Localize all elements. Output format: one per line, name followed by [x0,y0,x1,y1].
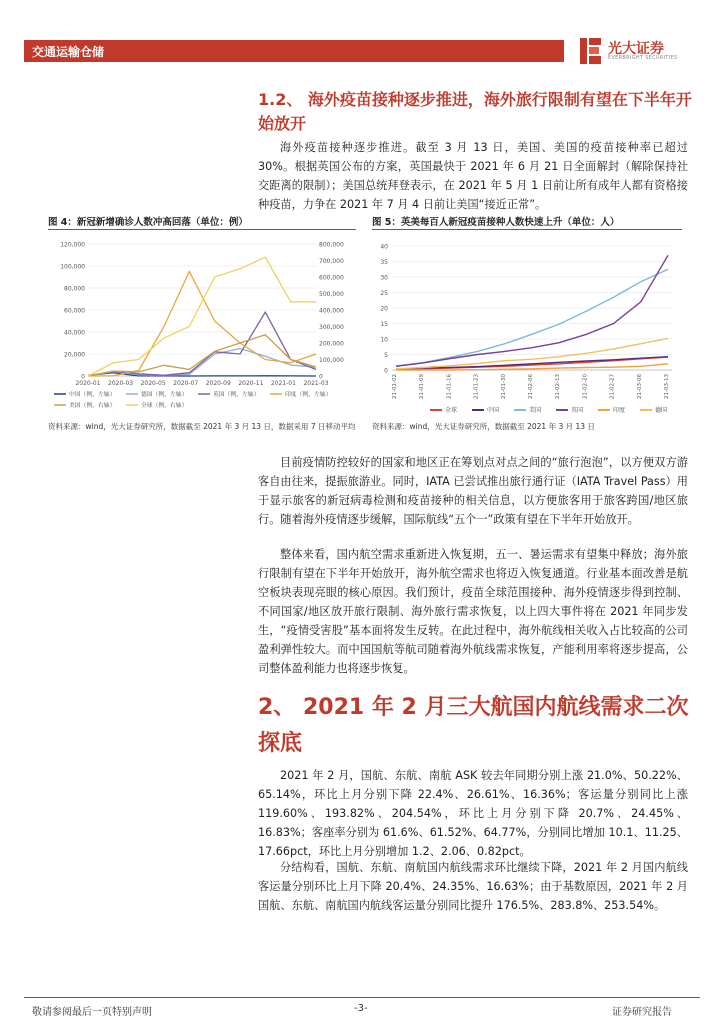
y-right-tick-label: 0 [319,373,323,381]
x-tick-label: 21-01-02 [392,374,398,399]
paragraph-outlook: 整体来看，国内航空需求重新进入恢复期，五一、暑运需求有望集中释放；海外旅行限制有望在下半年开始放开，海外航空需求也将迈入恢复通道。行业基本面改善是航空板块表现亮眼的核心原因。我们预计，疫苗全球范围接种、海外疫情逐步得到控制、不同国家/地区放开旅行限制、海外旅行需求恢复，以上四大事件将在 2021 年同步发生，“疫情受害股”基本面将发生反转。在此过程中，海外航线相关收入占比较高的公司盈利弹性较大。而中国国航等航司随着海外航线需求恢复，产能利用率将逐步提高，公司整体盈利能力也将逐步恢复。 [258,548,688,675]
footer-rule [24,997,700,998]
logo-text: 光大证券 [608,41,664,57]
figure4-chart [48,234,358,420]
x-tick-label: 2020-11 [238,380,264,387]
legend-label: 全球（例，右轴） [141,403,188,410]
y-left-tick-label: 60,000 [64,307,85,315]
legend-label: 美国 [529,407,542,415]
series-line [396,269,668,366]
y-left-tick-label: 100,000 [60,263,85,271]
x-tick-label: 2020-01 [75,380,101,387]
y-tick-label: 15 [380,321,388,328]
figure5-rule [372,229,682,230]
legend-label: 德国（例，左轴） [141,392,188,399]
y-left-tick-label: 40,000 [64,329,85,337]
x-tick-label: 21-02-06 [528,374,534,399]
y-left-tick-label: 20,000 [64,351,85,359]
x-tick-label: 2021-01 [270,380,296,387]
section-heading-1-2: 1.2、 海外疫苗接种逐步推进，海外旅行限制有望在下半年开始放开 [258,90,692,133]
x-tick-label: 2021-03 [303,380,329,387]
footer-report-type: 证券研究报告 [612,1007,672,1018]
y-tick-label: 10 [380,336,388,344]
page-number: -3- [354,1003,368,1014]
y-right-tick-label: 500,000 [319,291,344,298]
y-right-tick-label: 100,000 [319,357,344,364]
legend-label: 英国 [571,407,584,415]
x-tick-label: 21-02-27 [609,374,616,399]
figure4-rule [48,229,356,230]
y-tick-label: 20 [380,305,388,313]
y-right-tick-label: 600,000 [319,274,344,282]
y-right-tick-label: 400,000 [319,307,344,315]
y-right-tick-label: 300,000 [319,324,344,331]
legend-label: 中国 [487,407,500,415]
figure5-chart [372,234,682,420]
figure4-title: 图 4：新冠新增确诊人数冲高回落（单位：例） [48,217,248,228]
figure5-title: 图 5：英美每百人新冠疫苗接种人数快速上升（单位：人） [372,217,620,228]
header-bar [24,40,564,62]
x-tick-label: 21-02-13 [555,374,562,399]
series-line [88,312,316,376]
y-right-tick-label: 800,000 [319,241,344,249]
x-tick-label: 2020-09 [205,380,231,387]
y-tick-label: 0 [384,367,388,375]
x-tick-label: 2020-07 [173,380,199,387]
x-tick-label: 21-03-06 [636,374,643,399]
series-line [88,335,316,376]
x-tick-label: 21-02-20 [582,374,589,399]
company-logo [578,36,708,66]
y-right-tick-label: 700,000 [319,258,344,265]
logo-subtext: EVERBRIGHT SECURITIES [608,55,678,61]
y-left-tick-label: 0 [81,373,85,381]
paragraph-ask-data: 2021 年 2 月，国航、东航、南航 ASK 较去年同期分别上涨 21.0%、50.22%、65.14%，环比上月分别下降 22.4%、26.61%、16.36%；客运量分别同比上涨 119.60%、193.82%、204.54%，环比上月分别下降 20.7%、24.45%、16.83%；客座率分别为 61.6%、61.52%、64.77%，分别同比增加 10.1、11.25、17.66pct，环比上月分别增加 1.2、2.06、0.82pct。 [258,769,688,858]
paragraph-travel-bubble: 目前疫情防控较好的国家和地区正在筹划点对点之间的“旅行泡泡”，以方便双方游客自由往来，提振旅游业。同时，IATA 已尝试推出旅行通行证（IATA Travel Pass）用于显示旅客的新冠病毒检测和疫苗接种的相关信息，以方便旅客用于旅客跨国/地区旅行。随着海外疫情逐步缓解，国际航线“五个一”政策有望在下半年开始放开。 [258,456,688,526]
legend-label: 全球 [445,407,458,415]
y-tick-label: 40 [380,243,388,251]
legend-label: 印度（例，左轴） [285,392,332,399]
paragraph-vaccine: 海外疫苗接种逐步推进。截至 3 月 13 日，美国、美国的疫苗接种率已超过 30%。根据英国公布的方案，英国最快于 2021 年 6 月 21 日全面解封（解除保持社交距离的限制）；美国总统拜登表示，在 2021 年 5 月 1 日前让所有成年人都有资格接种疫苗，力争在 2021 年 7 月 4 日前让美国“接近正常”。 [258,141,688,211]
x-tick-label: 21-01-23 [473,374,480,399]
legend-label: 印度 [613,407,626,415]
y-tick-label: 5 [384,352,388,359]
y-left-tick-label: 120,000 [60,241,85,249]
x-tick-label: 21-01-09 [419,374,426,399]
figure5-source: 资料来源：wind，光大证券研究所，数据截至 2021 年 3 月 13 日 [372,422,595,431]
legend-label: 中国（例，左轴） [69,392,116,399]
y-left-tick-label: 80,000 [64,285,85,293]
legend-label: 英国（例，左轴） [213,392,260,399]
x-tick-label: 21-03-13 [664,374,670,399]
legend-label: 美国（例，右轴） [69,403,116,410]
x-tick-label: 2020-05 [140,380,166,387]
series-line [396,255,668,366]
y-right-tick-label: 200,000 [319,340,344,348]
footer-disclaimer: 敬请参阅最后一页特别声明 [32,1007,152,1018]
x-tick-label: 21-01-30 [500,374,507,399]
x-tick-label: 21-01-16 [446,374,453,399]
y-tick-label: 30 [380,274,388,282]
figure4-source: 资料来源：wind，光大证券研究所，数据截至 2021 年 3 月 13 日，数据采用 7 日移动平均 [48,422,356,431]
legend-label: 德国 [655,407,668,415]
series-line [88,257,316,376]
y-tick-label: 25 [380,290,388,297]
logo-icon [578,36,604,66]
x-tick-label: 2020-03 [108,380,134,387]
paragraph-domestic: 分结构看，国航、东航、南航国内航线需求环比继续下降，2021 年 2 月国内航线客运量分别环比上月下降 20.4%、24.35%、16.63%；由于基数原因，2021 年 2 月国航、东航、南航国内航线客运量分别同比提升 176.5%、283.8%、253.54%。 [258,861,688,912]
section-heading-2: 2、 2021 年 2 月三大航国内航线需求二次探底 [258,695,689,756]
section-label: 交通运输仓储 [32,45,105,59]
y-tick-label: 35 [380,259,388,266]
